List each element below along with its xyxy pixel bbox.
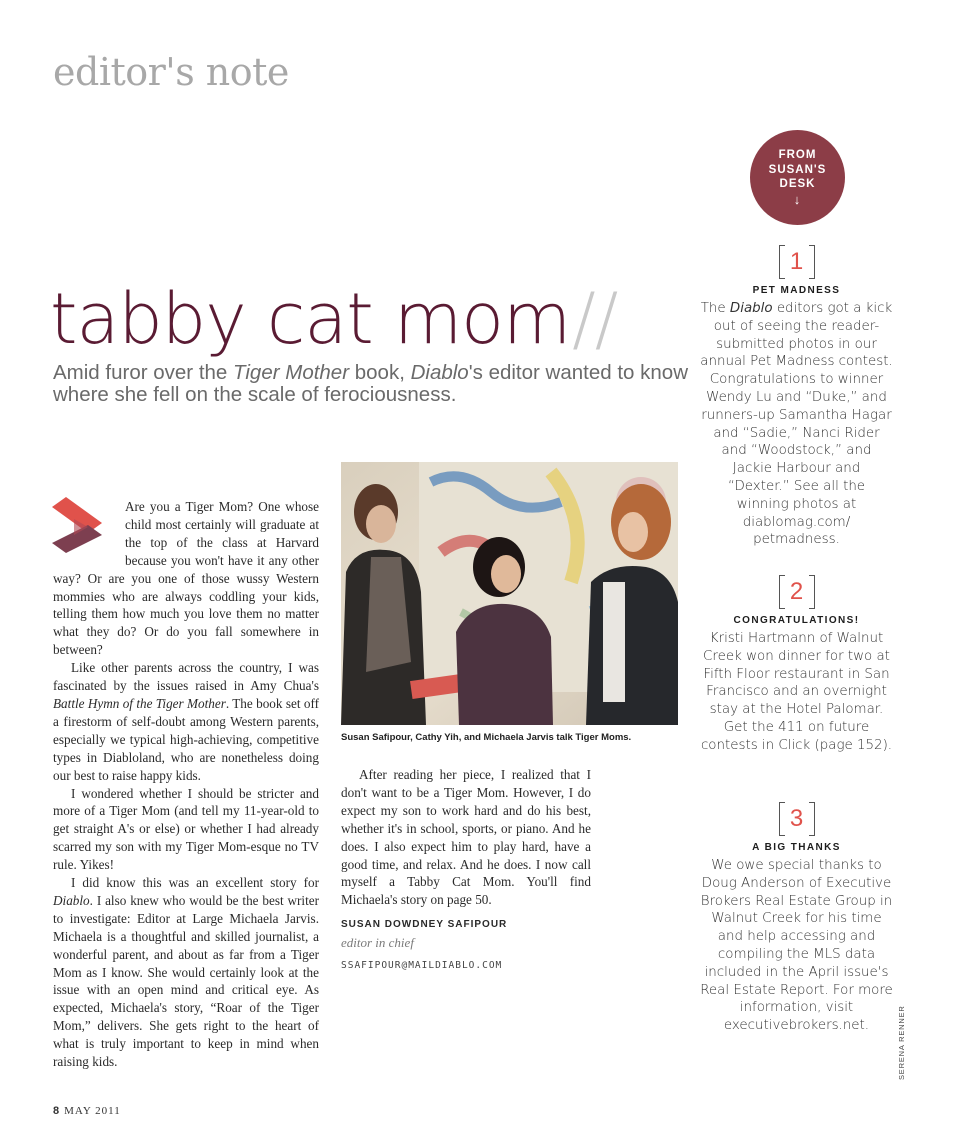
dek-text: book, [349, 361, 411, 384]
item-number: 2 [779, 575, 815, 609]
dek-book-title: Tiger Mother [233, 361, 350, 384]
dek-text: Amid furor over the [53, 361, 234, 384]
article-column-1 [53, 498, 319, 1071]
paragraph: Are you a Tiger Mom? One whose child most certainly will graduate at the top of the class at Harvard because you won't have it any other way? Or are you one of those wussy Western mommies who are always coddling your kids, telling them how much you love them no matter what they do? Or do you fall somewhere in between? [53, 499, 319, 658]
item-text: We owe special thanks to Doug Anderson of Executive Brokers Real Estate Group in Walnut Creek for his time and help accessing and compiling the MLS data included in the April issue's Real Estate Report. For more information, visit executivebrokers.net. [700, 858, 893, 1034]
item-text-part: editors got a kick out of seeing the reader-submitted photos in our annual Pet Madness contest. Congratulations to winner Wendy Lu and “Duke,” and runners-up Samantha Hagar and “Sadie,” Nanci Rider and “Woodstock,” and Jackie Harbour and “Dexter.” See all the winning photos at diablomag.com/ petmadness. [700, 301, 893, 548]
badge-line: DESK [779, 178, 816, 191]
dek-text: 's editor wanted to know where she fell on the scale of ferociousness. [53, 361, 689, 406]
sidebar-item-3 [700, 802, 893, 1035]
from-desk-badge [750, 130, 845, 225]
author-name: SUSAN DOWDNEY SAFIPOUR [341, 919, 508, 930]
item-number: 1 [779, 245, 815, 279]
headline [50, 278, 617, 360]
paragraph: I wondered whether I should be stricter and more of a Tiger Mom (and tell my 11-year-old to get straight A's or else) or whether I had already scarred my son with my Tiger Mom-esque no TV rule. Yikes! [53, 785, 319, 873]
sidebar-item-2 [700, 575, 893, 755]
item-heading: A BIG THANKS [752, 842, 841, 853]
issue-date: MAY 2011 [64, 1105, 121, 1117]
photo-credit: SERENA RENNER [897, 1005, 906, 1080]
author-title: editor in chief [341, 935, 414, 950]
headline-text: tabby cat mom [50, 278, 571, 360]
badge-line: FROM [778, 149, 817, 162]
section-label: editor's note [53, 50, 289, 94]
photo-caption: Susan Safipour, Cathy Yih, and Michaela Jarvis talk Tiger Moms. [341, 732, 632, 743]
sidebar-item-1 [700, 245, 893, 549]
dek [53, 362, 693, 406]
item-number: 3 [779, 802, 815, 836]
article-column-2 [341, 766, 591, 909]
paragraph-text: . The book set off a firestorm of self-doubt among Western parents, especially we typical high-achieving, competitive types in Diabloland, who are nonetheless doing our best to raise happy kids. [53, 695, 319, 783]
item-text-part: The [700, 301, 730, 316]
item-text: Kristi Hartmann of Walnut Creek won dinner for two at Fifth Floor restaurant in San Francisco and an overnight stay at the Hotel Palomar. Get the 411 on future contests in Click (page 152). [700, 631, 893, 753]
page-folio [53, 1105, 121, 1117]
page-number: 8 [53, 1105, 61, 1117]
author-email: SSAFIPOUR@MAILDIABLO.COM [341, 960, 503, 971]
paragraph [53, 874, 319, 1071]
paragraph: After reading her piece, I realized that I don't want to be a Tiger Mom. However, I do expect my son to work hard and do his best, whether it's in school, sports, or piano. And he does. I also expect him to play hard, have a good time, and relax. And he does. I now call myself a Tabby Cat Mom. You'll find Michaela's story on page 50. [341, 767, 591, 908]
paragraph [53, 659, 319, 784]
headline-slashes: // [572, 278, 618, 360]
item-text [700, 300, 893, 549]
book-title: Battle Hymn of the Tiger Mother [53, 695, 226, 711]
item-heading: CONGRATULATIONS! [733, 615, 860, 626]
paragraph-text: I did know this was an excellent story for [71, 875, 319, 891]
paragraph-text: Like other parents across the country, I was fascinated by the issues raised in Amy Chua's [53, 660, 319, 694]
magazine-name: Diablo [729, 301, 773, 316]
photo [341, 462, 678, 725]
dek-magazine-name: Diablo [410, 361, 469, 384]
magazine-name: Diablo [53, 892, 90, 908]
paragraph-text: . I also knew who would be the best writer to investigate: Editor at Large Michaela Jarvis. Michaela is a thoughtful and skilled journalist, a wonderful parent, and about as far from a Tiger Mom as I know. She would certainly look at the issue with an open mind and critical eye. As expected, Michaela's story, “Roar of the Tiger Mom,” delivers. She gets right to the heart of what is truly important to keep in mind when raising kids. [53, 892, 319, 1070]
arrow-down-icon: ↓ [793, 191, 802, 207]
badge-line: SUSAN'S [768, 163, 827, 176]
item-heading: PET MADNESS [752, 285, 841, 296]
